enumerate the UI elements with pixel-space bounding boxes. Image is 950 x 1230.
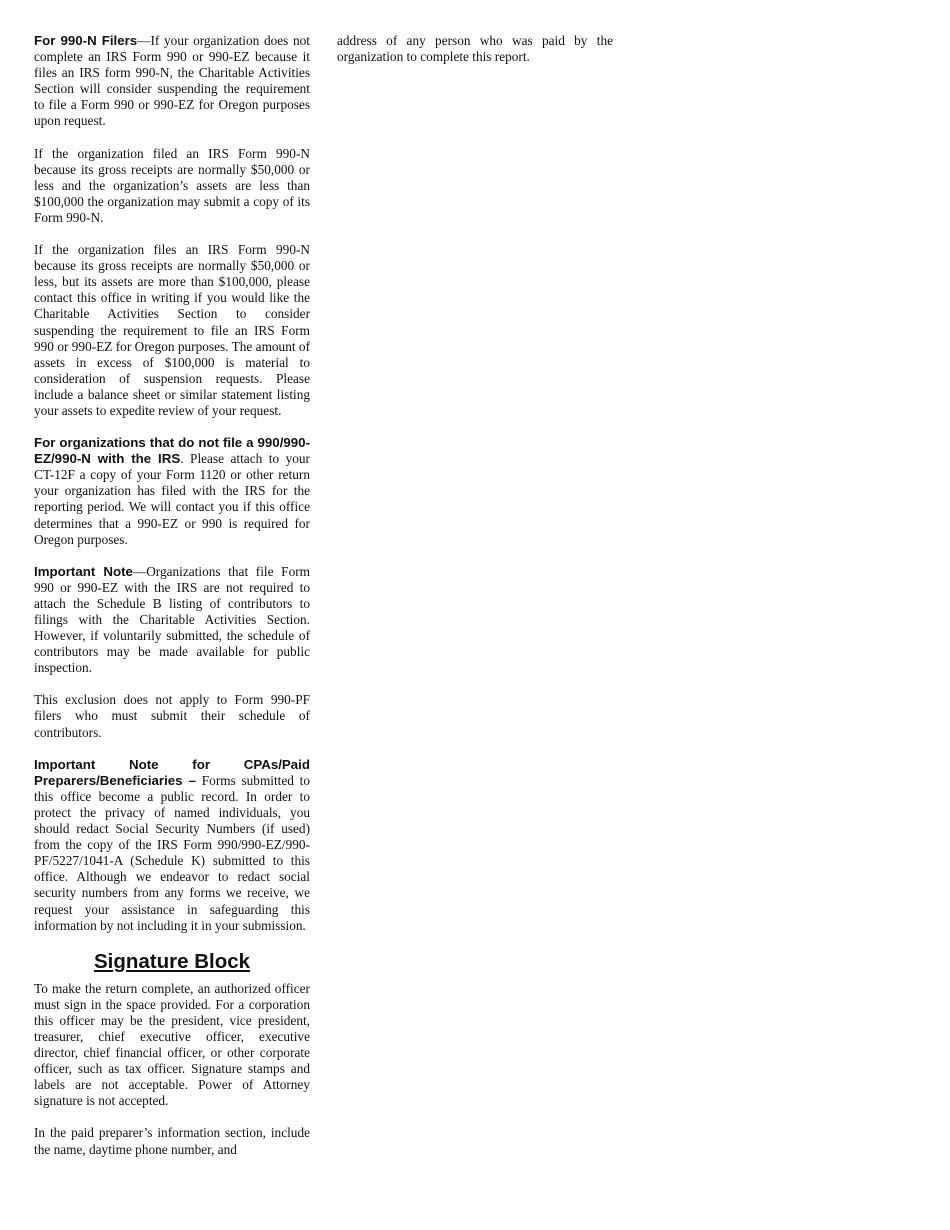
paragraph-exclusion: This exclusion does not apply to Form 990-PF filers who must submit their schedule of contributors. (34, 692, 310, 740)
paragraph-text: —Organizations that file Form 990 or 990-EZ with the IRS are not required to attach the Schedule B listing of contributors to filings with the Charitable Activities Section. However, if voluntarily submitted, the schedule of contributors may be made available for public inspection. (34, 563, 310, 676)
paragraph-text: Forms submitted to this office become a public record. In order to protect the privacy of named individuals, you should redact Social Security Numbers (if used) from the copy of the IRS Form 990/990-EZ/990-PF/5227/1041-A (Schedule K) submitted to this office. Although we endeavor to redact social security numbers from any forms we receive, we request your assistance in safeguarding this information by not including it in your submission. (34, 772, 310, 933)
paragraph-lead: Important Note (34, 563, 133, 579)
paragraph-small-assets: If the organization filed an IRS Form 990-N because its gross receipts are normally $50,000 or less and the organization’s assets are less than $100,000 the organization may submit a copy of its Form 990-N. (34, 145, 310, 225)
paragraph-text: —If your organization does not complete an IRS Form 990 or 990-EZ because it files an IRS form 990-N, the Charitable Activities Section will consider suspending the requirement to file a Form 990 or 990-EZ for Oregon purposes upon request. (34, 33, 311, 129)
paragraph-990n-filers (34, 33, 310, 130)
paragraph-important-note (34, 564, 310, 677)
paragraph-paid-preparer: In the paid preparer’s information section, include the name, daytime phone number, and (34, 1125, 310, 1157)
paragraph-signature: To make the return complete, an authorized officer must sign in the space provided. For a corporation this officer may be the president, vice president, treasurer, chief executive officer, executive director, chief financial officer, or other corporate officer, such as tax officer. Signature stamps and labels are not acceptable. Power of Attorney signature is not accepted. (34, 980, 310, 1109)
right-column (337, 33, 613, 65)
paragraph-text: . Please attach to your CT-12F a copy of your Form 1120 or other return your organization has filed with the IRS for the reporting period. We will contact you if this office determines that a 990-EZ or 990 is required for Oregon purposes. (34, 451, 310, 547)
paragraph-large-assets: If the organization files an IRS Form 990-N because its gross receipts are normally $50,000 or less, but its assets are more than $100,000, please contact this office in writing if you would like the Charitable Activities Section to consider suspending the requirement to file an IRS Form 990 or 990-EZ for Oregon purposes. The amount of assets in excess of $100,000 is material to consideration of suspension requests. Please include a balance sheet or similar statement listing your assets to expedite review of your request. (34, 242, 310, 418)
paragraph-lead: Important Note for CPAs/Paid Preparers/Beneficiaries – (34, 756, 310, 788)
paragraph-lead: For organizations that do not file a 990/990-EZ/990-N with the IRS (34, 435, 310, 467)
left-column (34, 33, 310, 1158)
paragraph-no-irs-filing (34, 435, 310, 548)
paragraph-cpa-note (34, 757, 310, 934)
signature-block-heading: Signature Block (93, 949, 251, 973)
paragraph-lead: For 990-N Filers (34, 33, 138, 48)
paragraph-continued: address of any person who was paid by the organization to complete this report. (337, 33, 613, 65)
